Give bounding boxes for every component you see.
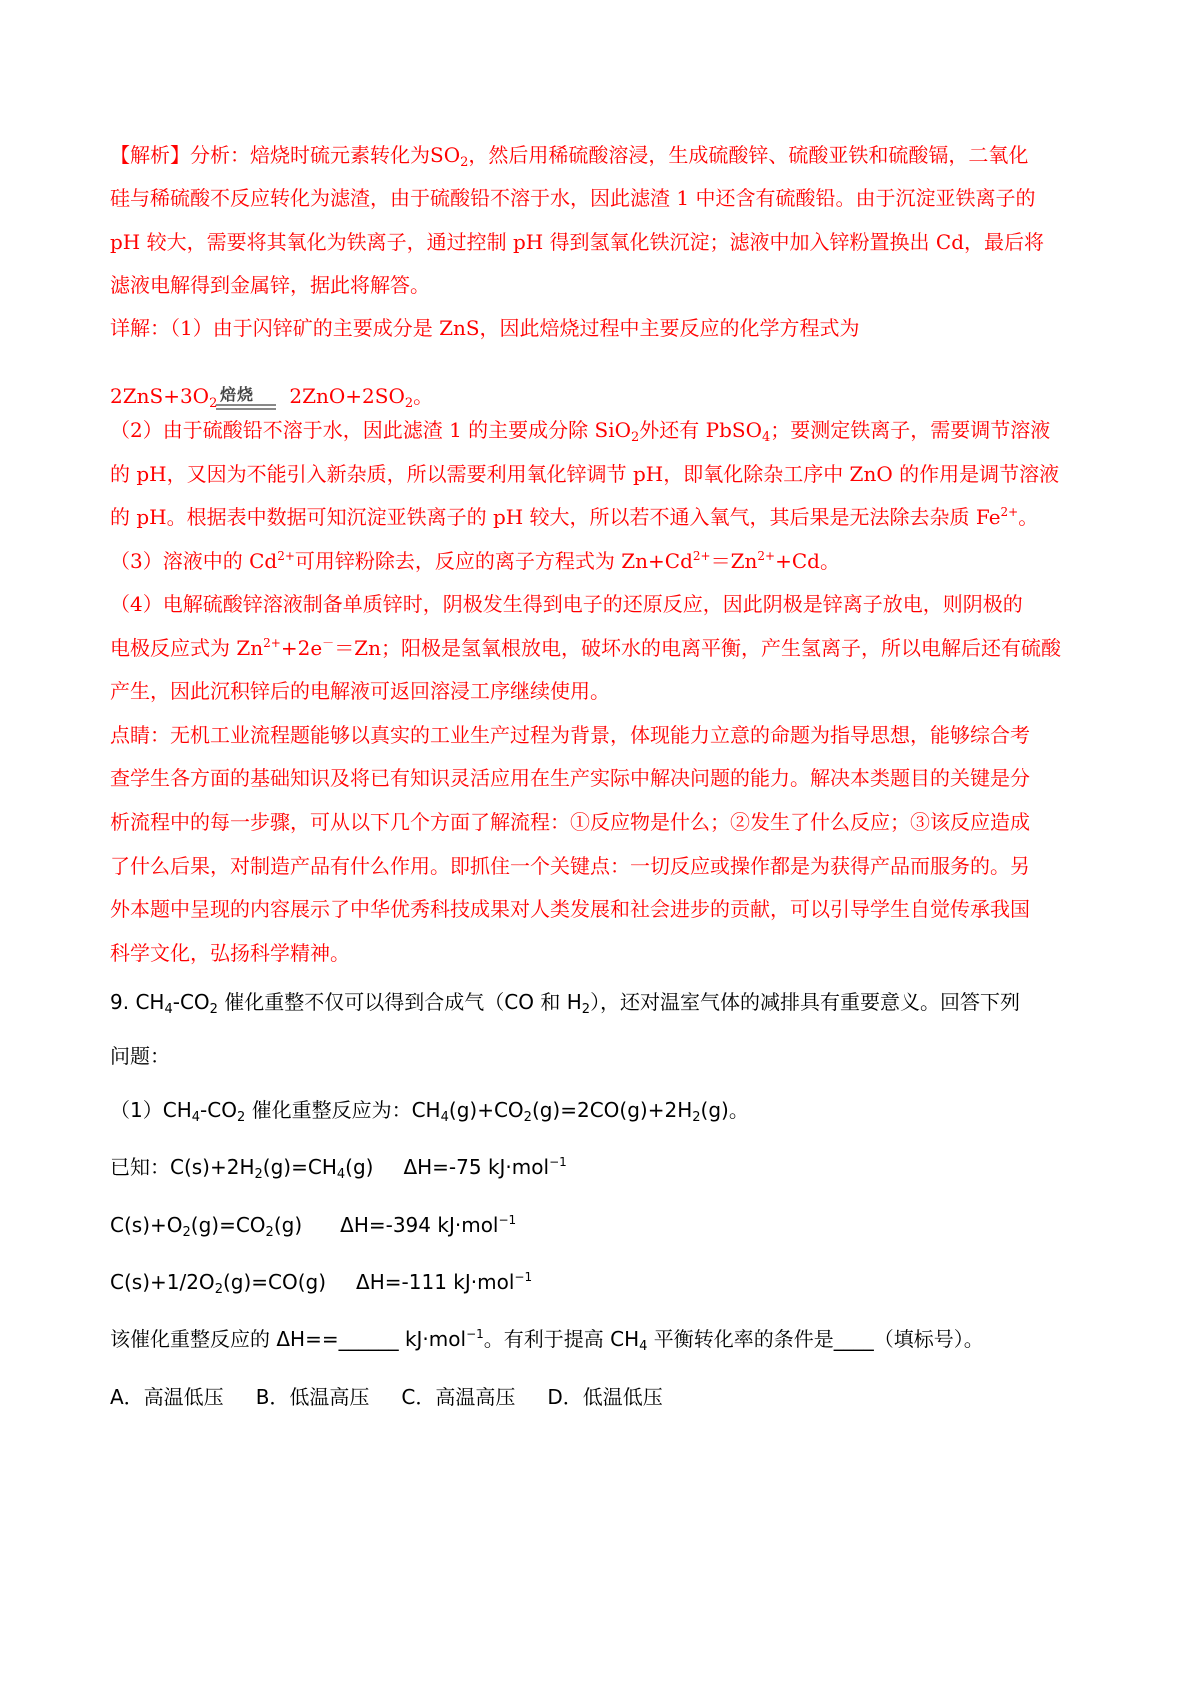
q9-line-1 [110, 988, 1020, 1016]
text: (g)=CH [262, 1155, 337, 1179]
subscript: 2 [182, 1225, 191, 1240]
subscript: 2 [631, 430, 640, 445]
detail-p2-line-1 [110, 416, 1050, 444]
text: 的 pH。根据表中数据可知沉淀亚铁离子的 pH 较大，所以若不通入氧气，其后果是无法除去杂质 Fe [110, 505, 1001, 529]
detail-p2-line-3 [110, 503, 1038, 531]
condition-text: 焙烧 [220, 385, 255, 404]
detail-p4-line-3: 产生，因此沉积锌后的电解液可返回溶浸工序继续使用。 [110, 679, 610, 703]
superscript: 2+ [277, 549, 295, 563]
text: 2ZnS+3O [110, 384, 210, 408]
text: 。有利于提高 CH [483, 1327, 640, 1351]
detail-p2-line-2: 的 pH，又因为不能引入新杂质，所以需要利用氧化锌调节 pH，即氧化除杂工序中 ZnO 的作用是调节溶液 [110, 462, 1060, 486]
text: -CO [172, 990, 210, 1014]
text: C(s)+O [110, 1213, 183, 1237]
analysis-line-4: 滤液电解得到金属锌，据此将解答。 [110, 273, 430, 297]
q9-line-2: 问题： [110, 1044, 170, 1068]
superscript: −1 [466, 1327, 484, 1341]
subscript: 2 [523, 1110, 532, 1125]
text: （2）由于硫酸铅不溶于水，因此滤渣 1 的主要成分除 SiO [110, 418, 632, 442]
text: 平衡转化率的条件是____（填标号）。 [647, 1327, 984, 1351]
text: (g)=CO(g) [222, 1270, 327, 1294]
text: ；要测定铁离子，需要调节溶液 [770, 418, 1051, 442]
text: 电极反应式为 Zn [110, 636, 264, 660]
superscript: － [322, 636, 335, 650]
text: (g)+CO [448, 1098, 524, 1122]
text: 【解析】分析：焙烧时硫元素转化为 [110, 143, 430, 167]
superscript: 2+ [1000, 505, 1019, 519]
comment-line-3: 析流程中的每一步骤，可从以下几个方面了解流程：①反应物是什么；②发生了什么反应；③该反应造成 [110, 810, 1030, 834]
subscript: 4 [164, 1002, 173, 1017]
subscript: 2 [209, 396, 218, 411]
subscript: 2 [460, 155, 469, 170]
comment-line-2: 查学生各方面的基础知识及将已有知识灵活应用在生产实际中解决问题的能力。解决本类题目的关键是分 [110, 766, 1030, 790]
subscript: 2 [581, 1002, 591, 1017]
subscript: 4 [191, 1110, 201, 1125]
option-c: C．高温高压 [401, 1385, 516, 1409]
detail-p3-line [110, 547, 840, 575]
analysis-line-3: pH 较大，需要将其氧化为铁离子，通过控制 pH 得到氢氧化铁沉淀；滤液中加入锌粉置换出 Cd，最后将 [110, 230, 1045, 254]
subscript: 2 [214, 1282, 223, 1297]
superscript: 2+ [692, 549, 711, 563]
text: 。 [413, 384, 434, 408]
text: 该催化重整反应的 ΔH==______ kJ·mol [110, 1327, 467, 1351]
text: (g)。 [700, 1098, 749, 1122]
q9-sub1-reaction [110, 1096, 749, 1124]
text: (g)=2CO(g)+2H [531, 1098, 693, 1122]
text: +2e [280, 636, 323, 660]
comment-line-5: 外本题中呈现的内容展示了中华优秀科技成果对人类发展和社会进步的贡献，可以引导学生自觉传承我国 [110, 897, 1030, 921]
text: 。 [1018, 505, 1039, 529]
text: 2ZnO+2SO [289, 384, 405, 408]
subscript: 2 [265, 1225, 274, 1240]
subscript: 4 [336, 1167, 346, 1182]
subscript: 2 [404, 396, 414, 411]
superscript: −1 [498, 1213, 517, 1227]
detail-p4-line-1: （4）电解硫酸锌溶液制备单质锌时，阴极发生得到电子的还原反应，因此阴极是锌离子放电，则阴极的 [110, 592, 1023, 616]
comment-line-1: 点睛：无机工业流程题能够以真实的工业生产过程为背景，体现能力立意的命题为指导思想，能够综合考 [110, 723, 1030, 747]
q9-options [110, 1383, 663, 1411]
subscript: 2 [209, 1002, 218, 1017]
comment-line-6: 科学文化，弘扬科学精神。 [110, 941, 350, 965]
subscript: 4 [440, 1110, 449, 1125]
text: ，然后用稀硫酸溶浸，生成硫酸锌、硫酸亚铁和硫酸镉，二氧化 [468, 143, 1029, 167]
text: ΔH=-394 kJ·mol [340, 1213, 499, 1237]
text: SO [430, 143, 461, 167]
subscript: 2 [692, 1110, 701, 1125]
analysis-line-1 [110, 141, 1028, 169]
subscript: 2 [236, 1110, 246, 1125]
text: ），还对温室气体的减排具有重要意义。回答下列 [590, 990, 1021, 1014]
detail-p1-equation [110, 382, 433, 410]
analysis-line-2: 硅与稀硫酸不反应转化为滤渣，由于硫酸铅不溶于水，因此滤渣 1 中还含有硫酸铅。由于沉淀亚铁离子的 [110, 186, 1036, 210]
subscript: 4 [639, 1339, 648, 1354]
option-a: A．高温低压 [110, 1385, 224, 1409]
text: (g)=CO [190, 1213, 266, 1237]
q9-known-2 [110, 1211, 516, 1239]
q9-known-3 [110, 1268, 532, 1296]
text: C(s)+1/2O [110, 1270, 215, 1294]
superscript: −1 [549, 1155, 567, 1169]
text: +Cd。 [775, 549, 840, 573]
superscript: 2+ [757, 549, 776, 563]
superscript: −1 [514, 1270, 533, 1284]
text: (g) [273, 1213, 303, 1237]
text: ΔH=-75 kJ·mol [403, 1155, 550, 1179]
text: （1）CH [110, 1098, 192, 1122]
subscript: 4 [762, 430, 771, 445]
detail-p1-line-1: 详解：（1）由于闪锌矿的主要成分是 ZnS，因此焙烧过程中主要反应的化学方程式为 [110, 316, 860, 340]
q9-known-1 [110, 1153, 567, 1181]
option-d: D．低温低压 [547, 1385, 663, 1409]
text: 外还有 PbSO [639, 418, 763, 442]
detail-p4-line-2 [110, 634, 1061, 662]
text: ＝Zn；阳极是氢氧根放电，破坏水的电离平衡，产生氢离子，所以电解后还有硫酸 [334, 636, 1061, 660]
text: ΔH=-111 kJ·mol [356, 1270, 515, 1294]
q9-ask [110, 1325, 984, 1353]
text: -CO [200, 1098, 237, 1122]
subscript: 2 [254, 1167, 263, 1182]
text: 9. CH [110, 990, 165, 1014]
comment-line-4: 了什么后果，对制造产品有什么作用。即抓住一个关键点：一切反应或操作都是为获得产品而服务的。另 [110, 854, 1030, 878]
text: 催化重整不仅可以得到合成气（CO 和 H [217, 990, 582, 1014]
option-b: B．低温高压 [255, 1385, 370, 1409]
text: ＝Zn [710, 549, 758, 573]
text: 可用锌粉除去，反应的离子方程式为 Zn+Cd [294, 549, 693, 573]
text: 催化重整反应为：CH [245, 1098, 441, 1122]
text: 已知：C(s)+2H [110, 1155, 255, 1179]
text: (g) [345, 1155, 374, 1179]
superscript: 2+ [263, 636, 281, 650]
text: （3）溶液中的 Cd [110, 549, 278, 573]
